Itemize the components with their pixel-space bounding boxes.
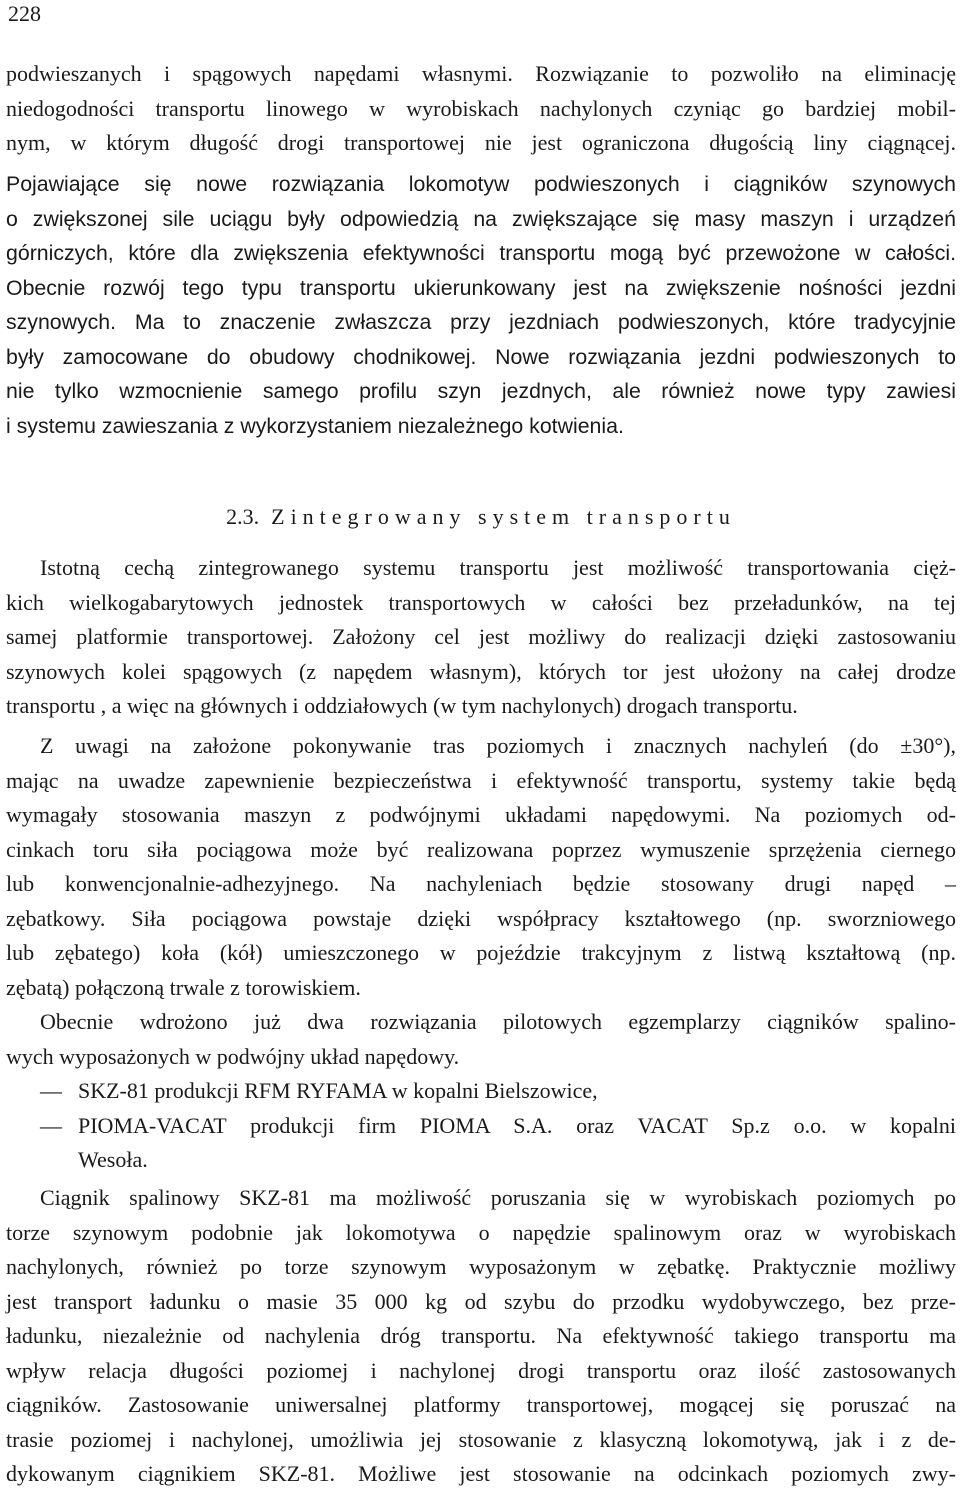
text-line: szynowych kolei spągowych (z napędem własnym), których tor jest ułożony na całej drodze bbox=[6, 658, 956, 684]
list-item bbox=[6, 1109, 956, 1178]
text-line: wpływ relacja długości poziomej i nachylonej drogi transportu oraz ilość zastosowanych bbox=[6, 1357, 956, 1383]
text-line: górniczych, które dla zwiększenia efektywności transportu mogą być przewożone w całości. bbox=[6, 241, 956, 265]
paragraph-3 bbox=[6, 1005, 956, 1074]
text-line: Z uwagi na założone pokonywanie tras poziomych i znacznych nachyleń (do ±30°), bbox=[40, 733, 956, 758]
text-line: mając na uwadze zapewnienie bezpieczeństwa i efektywność transportu, systemy takie będą bbox=[6, 767, 956, 793]
text-line: ciągników. Zastosowanie uniwersalnej platformy transportowej, mogącej się poruszać na bbox=[6, 1392, 956, 1417]
text-line: niedogodności transportu linowego w wyrobiskach nachylonych czyniąc go bardziej mobil- bbox=[6, 95, 956, 121]
text-line: jest transport ładunku o masie 35 000 kg od szybu do przodku wydobywczego, bez prze- bbox=[6, 1288, 956, 1314]
text-line: transportu , a więc na głównych i oddziałowych (w tym nachylonych) drogach transportu. bbox=[6, 693, 798, 718]
text-line: wymagały stosowania maszyn z podwójnymi układami napędowymi. Na poziomych od- bbox=[6, 802, 956, 827]
text-line: lub konwencjonalnie-adhezyjnego. Na nachyleniach będzie stosowany drugi napęd – bbox=[6, 871, 956, 896]
text-line: cinkach toru siła pociągowa może być realizowana poprzez wymuszenie sprzężenia ciernego bbox=[6, 836, 956, 862]
sans-paragraph bbox=[6, 167, 956, 443]
text-line: samej platformie transportowej. Założony cel jest możliwy do realizacji dzięki zastosowaniu bbox=[6, 624, 956, 649]
text-line: Obecnie wdrożono już dwa rozwiązania pilotowych egzemplarzy ciągników spalino- bbox=[40, 1009, 956, 1034]
text-line: i systemu zawieszania z wykorzystaniem niezależnego kotwienia. bbox=[6, 413, 624, 438]
text-line: Pojawiające się nowe rozwiązania lokomotyw podwieszonych i ciągników szynowych bbox=[6, 172, 956, 196]
text-line: zębatkowy. Siła pociągowa powstaje dzięki współpracy kształtowego (np. sworzniowego bbox=[6, 905, 956, 931]
text-line: wych wyposażonych w podwójny układ napędowy. bbox=[6, 1043, 460, 1069]
text-line: Istotną cechą zintegrowanego systemu transportu jest możliwość transportowania cięż- bbox=[40, 555, 956, 580]
text-line: torze szynowym podobnie jak lokomotywa o napędzie spalinowym oraz w wyrobiskach bbox=[6, 1219, 956, 1245]
list-item bbox=[6, 1074, 956, 1109]
list-item-text: SKZ-81 produkcji RFM RYFAMA w kopalni Bielszowice, bbox=[78, 1078, 598, 1103]
paragraph-4 bbox=[6, 1181, 956, 1492]
dash-list bbox=[6, 1074, 956, 1178]
text-line: nie tylko wzmocnienie samego profilu szyn jezdnych, ale również nowe typy zawiesi bbox=[6, 379, 956, 403]
dash-bullet: — bbox=[40, 1078, 62, 1103]
text-line: o zwiększonej sile uciągu były odpowiedzią na zwiększające się masy maszyn i urządzeń bbox=[6, 206, 956, 231]
list-item-text: PIOMA-VACAT produkcji firm PIOMA S.A. oraz VACAT Sp.z o.o. w kopalni bbox=[78, 1112, 956, 1138]
paragraph-1 bbox=[6, 551, 956, 724]
text-line: trasie poziomej i nachylonej, umożliwia jej stosowanie z klasyczną lokomotywą, jak i z de- bbox=[6, 1426, 956, 1452]
text-line: szynowych. Ma to znaczenie zwłaszcza przy jezdniach podwieszonych, które tradycyjnie bbox=[6, 310, 956, 334]
text-line: Obecnie rozwój tego typu transportu ukierunkowany jest na zwiększenie nośności jezdni bbox=[6, 275, 956, 300]
list-item-text: Wesoła. bbox=[78, 1147, 148, 1172]
text-line: lub zębatego) koła (kół) umieszczonego w pojeździe trakcyjnym z listwą kształtową (np. bbox=[6, 940, 956, 965]
paragraph-2 bbox=[6, 729, 956, 1005]
text-line: podwieszanych i spągowych napędami własnymi. Rozwiązanie to pozwoliło na eliminację bbox=[6, 61, 956, 86]
text-line: kich wielkogabarytowych jednostek transportowych w całości bez przeładunków, na tej bbox=[6, 589, 956, 615]
section-title: Zintegrowany system transportu bbox=[271, 504, 736, 529]
text-line: nym, w którym długość drogi transportowej nie jest ograniczona długością liny ciągnącej. bbox=[6, 130, 956, 155]
section-number: 2.3. bbox=[226, 504, 260, 529]
text-line: ładunku, niezależnie od nachylenia dróg transportu. Na efektywność takiego transportu ma bbox=[6, 1323, 956, 1348]
dash-bullet: — bbox=[40, 1112, 62, 1138]
text-line: nachylonych, również po torze szynowym wyposażonym w zębatkę. Praktycznie możliwy bbox=[6, 1254, 956, 1279]
text-line: dykowanym ciągnikiem SKZ-81. Możliwe jest stosowanie na odcinkach poziomych zwy- bbox=[6, 1461, 956, 1486]
page-number: 228 bbox=[8, 1, 41, 26]
text-line: zębatą) połączoną trwale z torowiskiem. bbox=[6, 974, 361, 1000]
section-heading bbox=[6, 500, 956, 534]
intro-paragraph bbox=[6, 57, 956, 161]
text-line: były zamocowane do obudowy chodnikowej. Nowe rozwiązania jezdni podwieszonych to bbox=[6, 344, 956, 369]
text-line: Ciągnik spalinowy SKZ-81 ma możliwość poruszania się w wyrobiskach poziomych po bbox=[40, 1185, 956, 1210]
